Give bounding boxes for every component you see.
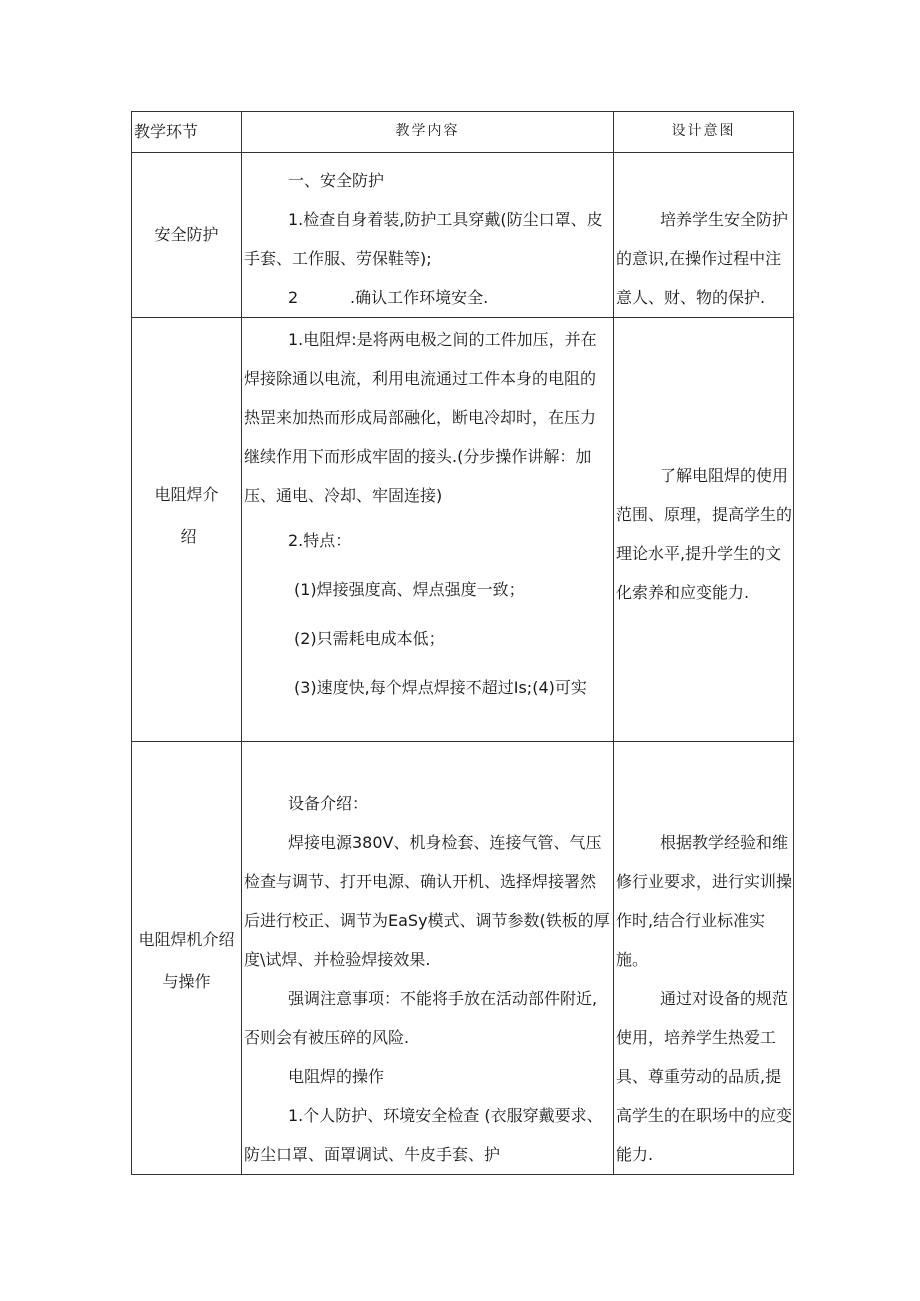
content-paragraph: .确认工作环境安全.: [350, 288, 489, 307]
content-paragraph: (3)速度快,每个焊点焊接不超过Is;(4)可实: [294, 678, 587, 697]
content-paragraph: 1.检查自身着装,防护工具穿戴(防尘口罩、皮手套、工作服、劳保鞋等);: [244, 210, 603, 268]
section-cell: [132, 742, 242, 1175]
content-paragraph: 一、安全防护: [288, 171, 385, 190]
section-cell: [132, 318, 242, 742]
content-paragraph: 焊接电源380V、机身检套、连接气管、气压检查与调节、打开电源、确认开机、选择焊接署然后进行校正、调节为EaSy模式、调节参数(铁板的厚度\试焊、并检验焊接效果.: [244, 833, 610, 969]
content-paragraph: 2.特点：: [288, 531, 352, 550]
content-paragraph: (2)只需耗电成本低；: [294, 629, 445, 648]
table-header-row: [132, 112, 794, 153]
section-title-line: 绍: [180, 526, 197, 546]
lesson-plan-table: [131, 111, 794, 1175]
content-paragraph: 强调注意事项：不能将手放在活动部件附近,否则会有被压碎的风险.: [244, 989, 598, 1047]
header-teaching-content: 教学内容: [242, 112, 614, 153]
header-design-intent: 设计意图: [614, 112, 794, 153]
intent-paragraph: 通过对设备的规范使用，培养学生热爱工具、尊重劳动的品质,提高学生的在职场中的应变能力.: [616, 989, 793, 1164]
content-paragraph: 电阻焊的操作: [288, 1067, 385, 1086]
section-title-line: 电阻焊机介绍: [138, 930, 235, 949]
intent-paragraph: 了解电阻焊的使用范围、原理，提高学生的理论水平,提升学生的文化索养和应变能力.: [616, 466, 793, 602]
intent-paragraph: 培养学生安全防护的意识,在操作过程中注意人、财、物的保护.: [616, 210, 789, 307]
intent-cell: [614, 318, 794, 742]
intent-cell: [614, 153, 794, 318]
header-teaching-stage: 教学环节: [132, 112, 242, 153]
content-paragraph: 1.个人防护、环境安全检查 (衣服穿戴要求、防尘口罩、面罩调试、牛皮手套、护: [244, 1106, 603, 1164]
table-row-safety: [132, 153, 794, 318]
content-cell: [242, 318, 614, 742]
content-cell: [242, 742, 614, 1175]
content-cell: [242, 153, 614, 318]
content-paragraph: 1.电阻焊:是将两电极之间的工件加压，并在焊接除通以电流，利用电流通过工件本身的电阻的热罡来加热而形成局部融化，断电冷却时，在压力继续作用下而形成牢固的接头.(分步操作讲解：加压、通电、冷却、牢固连接): [244, 330, 597, 505]
table-row-resistance-welding-intro: [132, 318, 794, 742]
intent-paragraph: 根据教学经验和维修行业要求，进行实训操作时,结合行业标准实施。: [616, 833, 793, 969]
intent-cell: [614, 742, 794, 1175]
section-cell: [132, 153, 242, 318]
table-row-welding-machine-operation: [132, 742, 794, 1175]
content-paragraph: (1)焊接强度高、焊点强度一致；: [294, 580, 525, 599]
content-paragraph: 设备介绍：: [288, 794, 369, 813]
content-number: 2: [288, 288, 299, 307]
section-title-line: 电阻焊介: [154, 484, 219, 504]
section-title: 安全防护: [154, 225, 219, 244]
section-title-line: 与操作: [162, 972, 211, 991]
